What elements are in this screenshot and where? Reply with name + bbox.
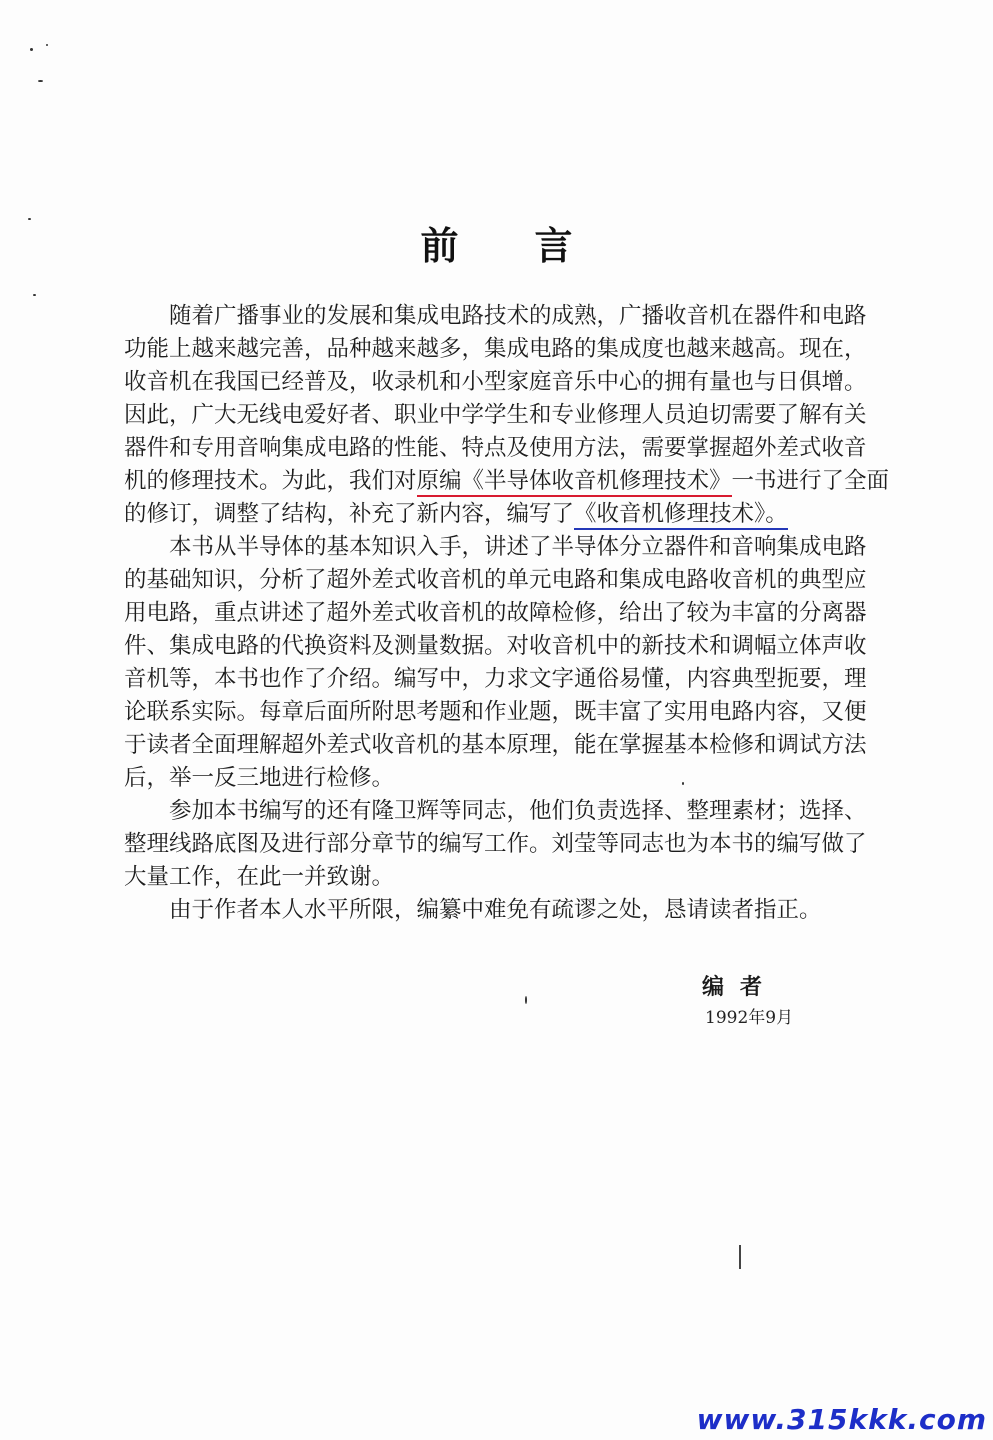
text-segment: 的修订，调整了结构，补充了新内容，编写了 [124,501,575,527]
scan-mark [739,1245,741,1269]
text-line [124,465,890,498]
text-line: 因此，广大无线电爱好者、职业中学学生和专业修理人员迫切需要了解有关 [124,402,867,428]
text-line: 器件和专用音响集成电路的性能、特点及使用方法，需要掌握超外差式收音 [124,435,867,461]
text-line: 件、集成电路的代换资料及测量数据。对收音机中的新技术和调幅立体声收 [124,633,867,659]
text-line: 的基础知识，分析了超外差式收音机的单元电路和集成电路收音机的典型应 [124,567,867,593]
preface-body [124,300,890,927]
scan-speck [33,294,36,296]
scan-speck [46,44,48,46]
page-title: 前言 [420,224,649,268]
text-line: 随着广播事业的发展和集成电路技术的成熟，广播收音机在器件和电路 [169,303,867,329]
text-line: 于读者全面理解超外差式收音机的基本原理，能在掌握基本检修和调试方法 [124,732,867,758]
text-line: 功能上越来越完善，品种越来越多，集成电路的集成度也越来越高。现在， [124,336,867,362]
site-watermark: www.315kkk.com [696,1403,987,1436]
scan-speck [30,48,33,51]
text-line: 音机等，本书也作了介绍。编写中，力求文字通俗易懂，内容典型扼要，理 [124,666,867,692]
scan-speck [38,80,43,82]
blue-underlined-book-title: 《收音机修理技术》。 [574,501,788,530]
text-line: 由于作者本人水平所限，编纂中难免有疏谬之处，恳请读者指正。 [169,897,822,923]
paragraph-1 [124,300,890,531]
text-line: 后，举一反三地进行检修。 [124,765,395,791]
author-signature: 编者 [702,975,779,1000]
text-line [124,498,884,531]
publication-date: 1992年9月 [705,1008,794,1028]
text-segment: 一书进行了全面 [731,468,890,494]
scan-speck [525,996,527,1004]
text-segment: 机的修理技术。为此，我们对 [124,468,417,494]
text-line: 论联系实际。每章后面所附思考题和作业题，既丰富了实用电路内容，又便 [124,699,867,725]
paragraph-3 [124,795,884,894]
text-line: 大量工作，在此一并致谢。 [124,864,395,890]
text-line: 整理线路底图及进行部分章节的编写工作。刘莹等同志也为本书的编写做了 [124,831,867,857]
red-underlined-book-title: 原编《半导体收音机修理技术》 [417,468,732,497]
text-line: 收音机在我国已经普及，收录机和小型家庭音乐中心的拥有量也与日俱增。 [124,369,867,395]
paragraph-2 [124,531,884,795]
text-line: 参加本书编写的还有隆卫辉等同志，他们负责选择、整理素材；选择、 [169,798,867,824]
paragraph-4 [124,894,884,927]
text-line: 本书从半导体的基本知识入手，讲述了半导体分立器件和音响集成电路 [169,534,867,560]
text-line: 用电路，重点讲述了超外差式收音机的故障检修，给出了较为丰富的分离器 [124,600,867,626]
